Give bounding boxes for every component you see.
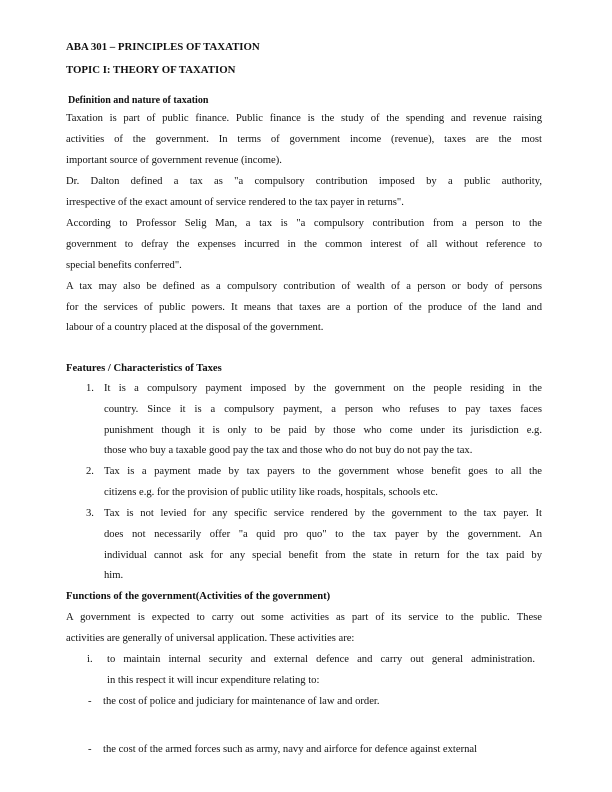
course-title: ABA 301 – PRINCIPLES OF TAXATION bbox=[66, 41, 260, 53]
list-item-line: those who buy a taxable good pay the tax and those who do not buy do not pay the tax. bbox=[104, 445, 473, 456]
topic-title: TOPIC I: THEORY OF TAXATION bbox=[66, 64, 236, 76]
paragraph-line: activities of the government. In terms of government income (revenue), taxes are the most bbox=[66, 134, 542, 145]
paragraph-line: for the services of public powers. It means that taxes are a portion of the produce of the land and bbox=[66, 302, 542, 313]
paragraph-line: labour of a country placed at the disposal of the government. bbox=[66, 322, 324, 333]
list-item-line: punishment though it is only to be paid by those who come under its jurisdiction e.g. bbox=[104, 425, 542, 436]
paragraph-line: According to Professor Selig Man, a tax is "a compulsory contribution from a person to the bbox=[66, 218, 542, 229]
dash-item: the cost of the armed forces such as army, navy and airforce for defence against external bbox=[103, 744, 478, 755]
paragraph-line: A tax may also be defined as a compulsory contribution of wealth of a person or body of persons bbox=[66, 281, 542, 292]
paragraph-line: government to defray the expenses incurred in the common interest of all without reference to bbox=[66, 239, 542, 250]
list-item-line: It is a compulsory payment imposed by the government on the people residing in the bbox=[104, 383, 542, 394]
list-item-line: him. bbox=[104, 570, 124, 581]
paragraph-line: activities are generally of universal application. These activities are: bbox=[66, 633, 355, 644]
list-item-line: country. Since it is a compulsory payment, a person who refuses to pay taxes faces bbox=[104, 404, 542, 415]
paragraph-line: irrespective of the exact amount of service rendered to the tax payer in returns". bbox=[66, 197, 404, 208]
list-item-line: citizens e.g. for the provision of public utility like roads, hospitals, schools etc. bbox=[104, 487, 438, 498]
list-item-line: in this respect it will incur expenditure relating to: bbox=[107, 675, 320, 686]
list-marker: i. bbox=[87, 654, 93, 665]
list-item-line: Tax is not levied for any specific service rendered by the government to the tax payer. It bbox=[104, 508, 542, 519]
list-marker: 1. bbox=[86, 383, 94, 394]
list-marker: 3. bbox=[86, 508, 94, 519]
paragraph-line: important source of government revenue (income). bbox=[66, 155, 282, 166]
paragraph-line: Taxation is part of public finance. Public finance is the study of the spending and revenue raising bbox=[66, 113, 542, 124]
section-heading-features: Features / Characteristics of Taxes bbox=[66, 363, 222, 374]
list-marker: 2. bbox=[86, 466, 94, 477]
section-heading-functions: Functions of the government(Activities of the government) bbox=[66, 591, 331, 602]
dash-item: the cost of police and judiciary for maintenance of law and order. bbox=[103, 696, 380, 707]
dash-marker: - bbox=[88, 744, 92, 755]
dash-marker: - bbox=[88, 696, 92, 707]
paragraph-line: Dr. Dalton defined a tax as "a compulsory contribution imposed by a public authority, bbox=[66, 176, 542, 187]
list-item-line: to maintain internal security and external defence and carry out general administration. bbox=[107, 654, 535, 665]
list-item-line: does not necessarily offer "a quid pro quo" to the tax payer by the government. An bbox=[104, 529, 542, 540]
list-item-line: individual cannot ask for any special benefit from the state in return for the tax paid by bbox=[104, 550, 542, 561]
paragraph-line: A government is expected to carry out some activities as part of its service to the public. These bbox=[66, 612, 542, 623]
list-item-line: Tax is a payment made by tax payers to the government whose benefit goes to all the bbox=[104, 466, 542, 477]
section-heading-definition: Definition and nature of taxation bbox=[68, 95, 209, 106]
paragraph-line: special benefits conferred". bbox=[66, 260, 182, 271]
